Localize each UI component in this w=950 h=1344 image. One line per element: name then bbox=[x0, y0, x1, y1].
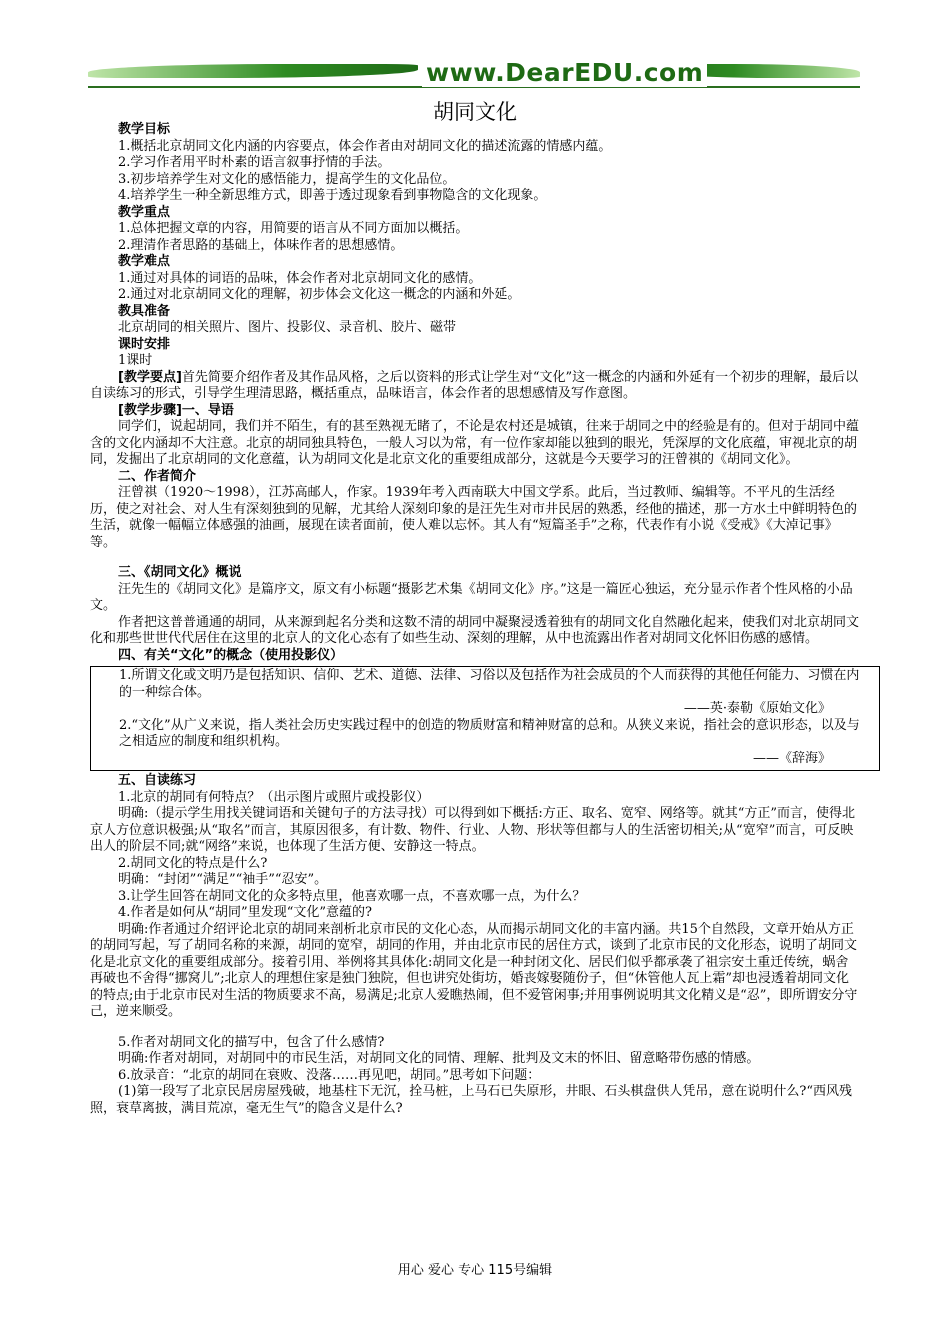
concept-quote-box bbox=[90, 666, 880, 771]
practice-question: 6.放录音：“北京的胡同在衰败、没落……再见吧，胡同。”思考如下问题： bbox=[118, 1067, 541, 1083]
heading-tools: 教具准备 bbox=[118, 303, 171, 319]
practice-answer: 明确:作者通过介绍评论北京的胡同来剖析北京市民的文化心态，从而揭示胡同文化的丰富内涵。共15个自然段，文章开始从方正的胡同写起，写了胡同名称的来源，胡同的宽窄，胡同的作用，并由北京市民的居住方式，谈到了北京市民的文化形态，说明了胡同文化是北京文化的重要组成部分。接着引用、举例将其具体化:胡同文化是一种封闭文化、居民们似乎都承袭了祖宗安土重迁传统，蜗舍再破也不舍得“挪窝儿”;北京人的理想住家是独门独院，但也讲究处街坊，婚丧嫁娶随份子，但“休管他人瓦上霜”却也浸透着胡同文化的特点;由于北京市民对生活的物质要求不高，易满足;北京人爱瞧热闹，但不爱管闲事;并用事例说明其文化精义是“忍”，即所谓安分守己，逆来顺受。 bbox=[90, 921, 858, 1019]
practice-question: 5.作者对胡同文化的描写中，包含了什么感情? bbox=[118, 1034, 385, 1050]
practice-question: 1.北京的胡同有何特点？（出示图片或照片或投影仪） bbox=[118, 789, 430, 805]
concept-source: ——《辞海》 bbox=[752, 750, 831, 766]
practice-question: 2.胡同文化的特点是什么? bbox=[118, 855, 268, 871]
heading-steps: [教学步骤]一、导语 bbox=[118, 402, 234, 418]
heading-difficulty: 教学难点 bbox=[118, 254, 171, 269]
heading-key: 教学重点 bbox=[118, 204, 171, 220]
header-swoosh-left bbox=[88, 64, 418, 78]
practice-question: 3.让学生回答在胡同文化的众多特点里，他喜欢哪一点，不喜欢哪一点，为什么？ bbox=[118, 888, 586, 904]
difficulty-item: 2.通过对北京胡同文化的理解，初步体会文化这一概念的内涵和外延。 bbox=[118, 287, 521, 302]
site-header bbox=[88, 58, 860, 92]
practice-question: 4.作者是如何从“胡同”里发现“文化”意蕴的? bbox=[118, 905, 372, 920]
heading-points: [教学要点] bbox=[118, 369, 182, 385]
author-text: 汪曾祺（1920～1998），江苏高邮人，作家。1939年考入西南联大中国文学系。此后，当过教师、编辑等。不平凡的生活经历，使之对社会、对人生有深刻独到的见解，尤其给人深刻印象的是汪先生对市井民居的熟悉，经他的描述，那一方水土中鲜明特色的生活，就像一幅幅立体感强的油画，展现在读者面前，使人难以忘怀。其人有“短篇圣手”之称，代表作有小说《受戒》《大淖记事》等。 bbox=[90, 485, 858, 550]
tools-text: 北京胡同的相关照片、图片、投影仪、录音机、胶片、磁带 bbox=[118, 320, 457, 335]
heading-practice: 五、自读练习 bbox=[118, 773, 197, 788]
key-item: 2.理清作者思路的基础上，体味作者的思想感情。 bbox=[118, 237, 404, 253]
heading-concept: 四、有关“文化”的概念（使用投影仪） bbox=[118, 647, 344, 663]
key-item: 1.总体把握文章的内容，用简要的语言从不同方面加以概括。 bbox=[118, 221, 469, 236]
concept-source: ——英·泰勒《原始文化》 bbox=[683, 701, 831, 716]
difficulty-item: 1.通过对具体的词语的品味，体会作者对北京胡同文化的感情。 bbox=[118, 270, 482, 286]
concept-quote: 2.“文化”从广义来说，指人类社会历史实践过程中的创造的物质财富和精神财富的总和。从狭义来说，指社会的意识形态，以及与之相适应的制度和组织机构。 bbox=[119, 717, 860, 749]
goal-item: 1.概括北京胡同文化内涵的内容要点，体会作者由对胡同文化的描述流露的情感内蕴。 bbox=[118, 138, 612, 154]
time-text: 1课时 bbox=[118, 353, 153, 368]
overview-para: 作者把这普普通通的胡同，从来源到起名分类和这数不清的胡同中凝聚浸透着独有的胡同文化自然融化起来，使我们对北京胡同文化和那些世世代代居住在这里的北京人的文化心态有了如些生动、深刻的理解，从中也流露出作者对胡同文化怀旧伤感的感情。 bbox=[90, 614, 860, 646]
heading-author: 二、作者简介 bbox=[118, 468, 197, 484]
steps-text: 同学们，说起胡同，我们并不陌生，有的甚至熟视无睹了，不论是农村还是城镇，往来于胡同之中的经验是有的。但对于胡同中蕴含的文化内涵却不大注意。北京的胡同独具特色，一般人习以为常，有一位作家却能以独到的眼光，凭深厚的文化底蕴，审视北京的胡同，发掘出了北京胡同的文化意蕴，认为胡同文化是北京文化的重要组成部分，这就是今天要学习的汪曾祺的《胡同文化》。 bbox=[90, 419, 860, 467]
heading-goals: 教学目标 bbox=[118, 122, 171, 137]
goal-item: 3.初步培养学生对文化的感悟能力，提高学生的文化品位。 bbox=[118, 171, 456, 187]
document-body bbox=[90, 122, 860, 1117]
practice-answer: 明确:（提示学生用找关键词语和关键句子的方法寻找）可以得到如下概括:方正、取名、宽窄、网络等。就其“方正”而言，使得北京人方位意识极强;从“取名”而言，其原因很多，有计数、物件、行业、人物、形状等但都与人的生活密切相关;从“宽窄”而言，可反映出人的阶层不同;就“网络”来说，也体现了生活方便、安静这一特点。 bbox=[90, 806, 856, 854]
practice-answer: 明确：“封闭”“满足”“袖手”“忍安”。 bbox=[118, 872, 328, 887]
page-footer: 用心 爱心 专心 115号编辑 bbox=[397, 1263, 553, 1278]
overview-para: 汪先生的《胡同文化》是篇序文，原文有小标题“摄影艺术集《胡同文化》序。”这是一篇匠心独运，充分显示作者个性风格的小品文。 bbox=[90, 581, 853, 613]
teaching-points bbox=[90, 370, 860, 403]
practice-answer: (1)第一段写了北京民居房屋残破，地基柱下无沉，拴马桩，上马石已失原形，井眼、石头棋盘供人凭吊，意在说明什么?“西风残照，衰草离披，满目荒凉，毫无生气”的隐含义是什么? bbox=[90, 1084, 853, 1116]
concept-quote: 1.所谓文化或文明乃是包括知识、信仰、艺术、道德、法律、习俗以及包括作为社会成员的个人而获得的其他任何能力、习惯在内的一种综合体。 bbox=[119, 668, 860, 700]
site-logo[interactable]: www.DearEDU.com bbox=[422, 58, 707, 87]
heading-time: 课时安排 bbox=[118, 336, 171, 352]
practice-answer: 明确:作者对胡同，对胡同中的市民生活，对胡同文化的同情、理解、批判及文末的怀旧、留意略带伤感的情感。 bbox=[118, 1051, 760, 1066]
document-title: 胡同文化 bbox=[433, 100, 517, 124]
points-text: 首先简要介绍作者及其作品风格，之后以资料的形式让学生对“文化”这一概念的内涵和外延有一个初步的理解，最后以自读练习的形式，引导学生理清思路，概括重点，品味语言，体会作者的思想感情及写作意图。 bbox=[90, 369, 859, 401]
goal-item: 4.培养学生一种全新思维方式，即善于透过现象看到事物隐含的文化现象。 bbox=[118, 188, 547, 203]
goal-item: 2.学习作者用平时朴素的语言叙事抒情的手法。 bbox=[118, 155, 391, 170]
heading-overview: 三、《胡同文化》概说 bbox=[118, 565, 242, 580]
